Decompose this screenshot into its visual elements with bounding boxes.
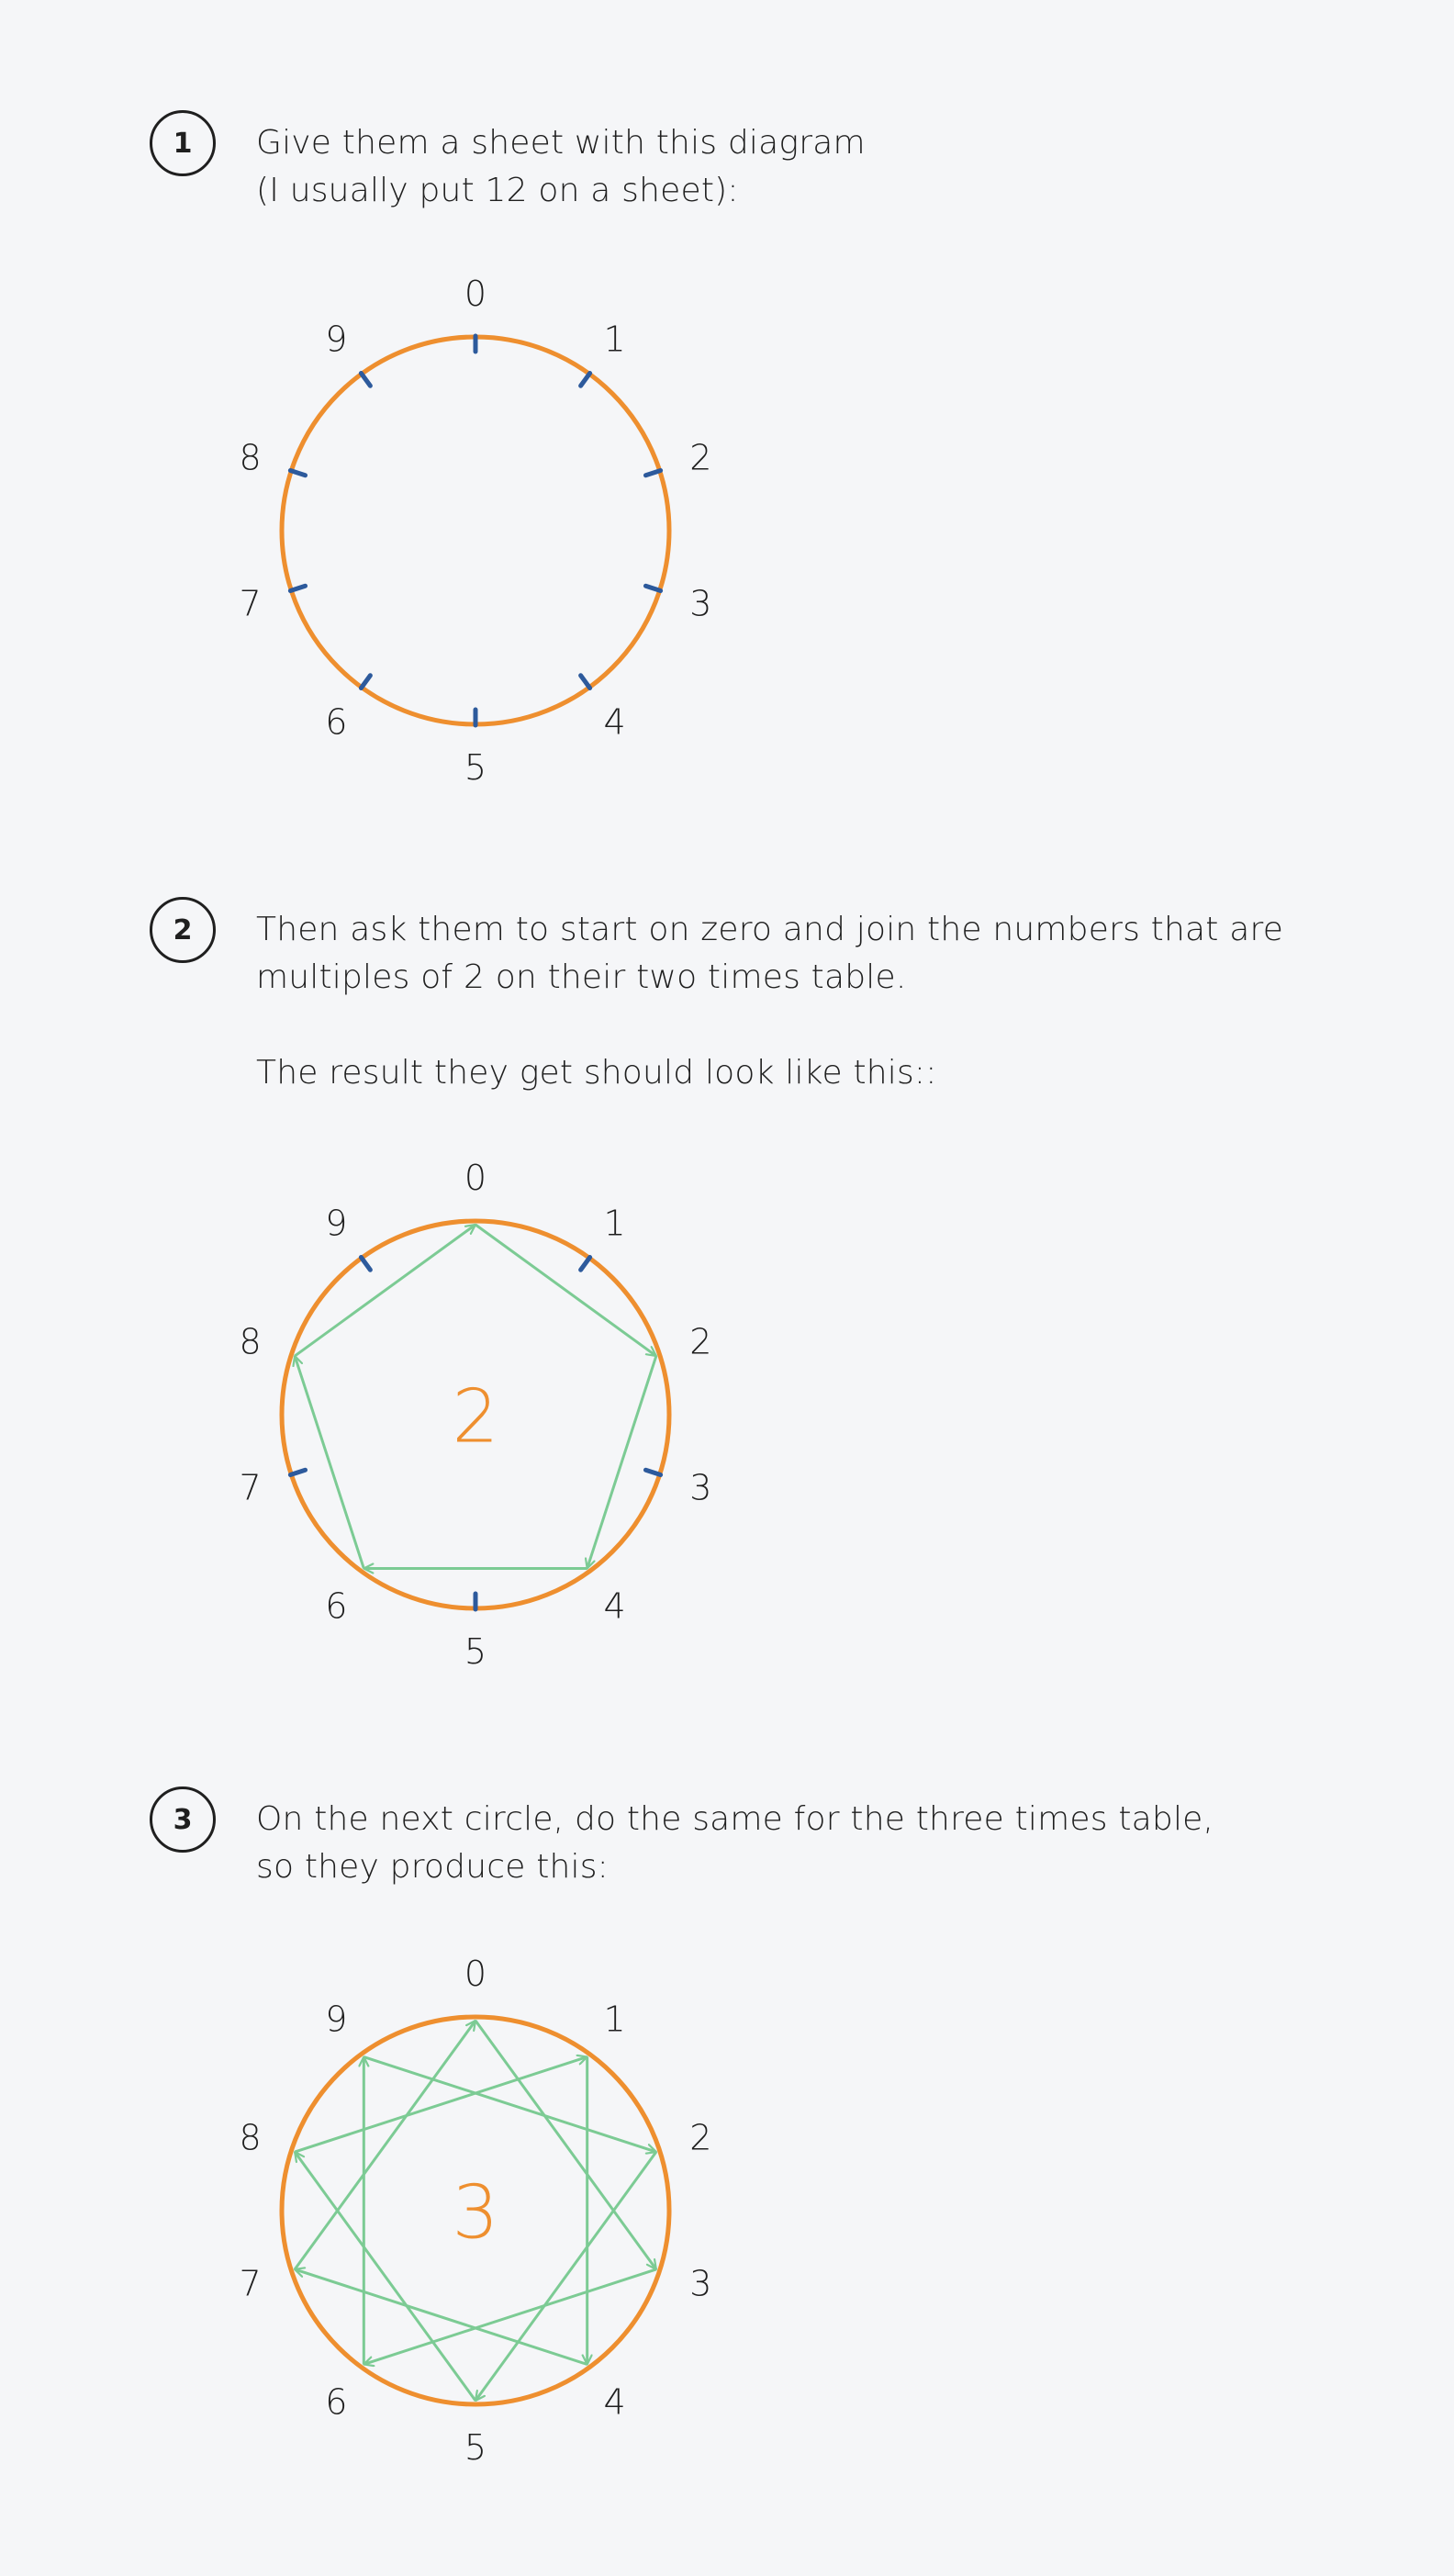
number-label-2: 2 [689, 437, 712, 478]
center-multiplier-label: 3 [452, 2169, 499, 2256]
connection-arrow [475, 2152, 656, 2401]
circle-diagram-svg [220, 1150, 808, 1701]
tick-mark [361, 676, 370, 689]
number-label-1: 1 [603, 1203, 626, 1244]
connection-arrow [475, 2021, 656, 2269]
number-label-0: 0 [464, 1954, 487, 1994]
instruction-line: The result they get should look like this:: [256, 1054, 937, 1092]
connection-arrow [295, 2152, 475, 2401]
step-instructions [256, 1796, 1312, 1891]
number-label-7: 7 [239, 2263, 262, 2304]
number-label-9: 9 [325, 1999, 348, 2040]
tick-mark [645, 1470, 660, 1474]
instruction-line: (I usually put 12 on a sheet): [256, 172, 739, 209]
number-label-3: 3 [689, 1467, 712, 1508]
number-label-6: 6 [325, 1585, 348, 1627]
number-label-7: 7 [239, 583, 262, 624]
number-label-5: 5 [464, 1631, 487, 1672]
number-label-9: 9 [325, 1203, 348, 1244]
tick-mark [581, 676, 590, 689]
tick-mark [581, 1257, 590, 1270]
instruction-line: so they produce this: [256, 1848, 610, 1886]
number-label-4: 4 [603, 701, 626, 743]
step-number-badge: 3 [150, 1786, 216, 1853]
outer-circle [282, 337, 669, 724]
number-label-8: 8 [239, 437, 262, 478]
circle-diagram-svg [220, 266, 808, 817]
instruction-line: Then ask them to start on zero and join the numbers that are [256, 911, 1284, 948]
number-label-4: 4 [603, 1585, 626, 1627]
tick-mark [290, 586, 305, 590]
clock-diagram-three-times-table [220, 1946, 808, 2497]
number-label-8: 8 [239, 2117, 262, 2158]
tick-mark [645, 586, 660, 590]
number-label-1: 1 [603, 319, 626, 360]
connection-arrow [587, 1356, 656, 1568]
instruction-line: On the next circle, do the same for the three times table, [256, 1800, 1214, 1838]
center-multiplier-label: 2 [452, 1373, 499, 1460]
tick-mark [361, 1257, 370, 1270]
number-label-5: 5 [464, 2427, 487, 2468]
clock-diagram-two-times-table [220, 1150, 808, 1701]
step-number-badge: 1 [150, 110, 216, 176]
number-label-0: 0 [464, 274, 487, 314]
step-instructions [256, 906, 1312, 1097]
number-label-2: 2 [689, 1321, 712, 1362]
connection-arrow [295, 1356, 364, 1568]
tick-mark [361, 373, 370, 386]
step-instructions [256, 119, 1312, 215]
number-label-3: 3 [689, 2263, 712, 2304]
tick-mark [290, 470, 305, 475]
step-number-badge: 2 [150, 897, 216, 963]
instruction-line: Give them a sheet with this diagram [256, 124, 866, 162]
number-label-7: 7 [239, 1467, 262, 1508]
tick-mark [290, 1470, 305, 1474]
clock-diagram-blank [220, 266, 808, 817]
number-label-5: 5 [464, 747, 487, 788]
instruction-line: multiples of 2 on their two times table. [256, 958, 907, 996]
number-label-3: 3 [689, 583, 712, 624]
number-label-8: 8 [239, 1321, 262, 1362]
tick-mark [581, 373, 590, 386]
tick-mark [645, 470, 660, 475]
number-label-9: 9 [325, 319, 348, 360]
number-label-1: 1 [603, 1999, 626, 2040]
number-label-6: 6 [325, 701, 348, 743]
number-label-6: 6 [325, 2381, 348, 2423]
number-label-2: 2 [689, 2117, 712, 2158]
number-label-4: 4 [603, 2381, 626, 2423]
number-label-0: 0 [464, 1158, 487, 1198]
circle-diagram-svg [220, 1946, 808, 2497]
connection-arrow [295, 2021, 475, 2269]
